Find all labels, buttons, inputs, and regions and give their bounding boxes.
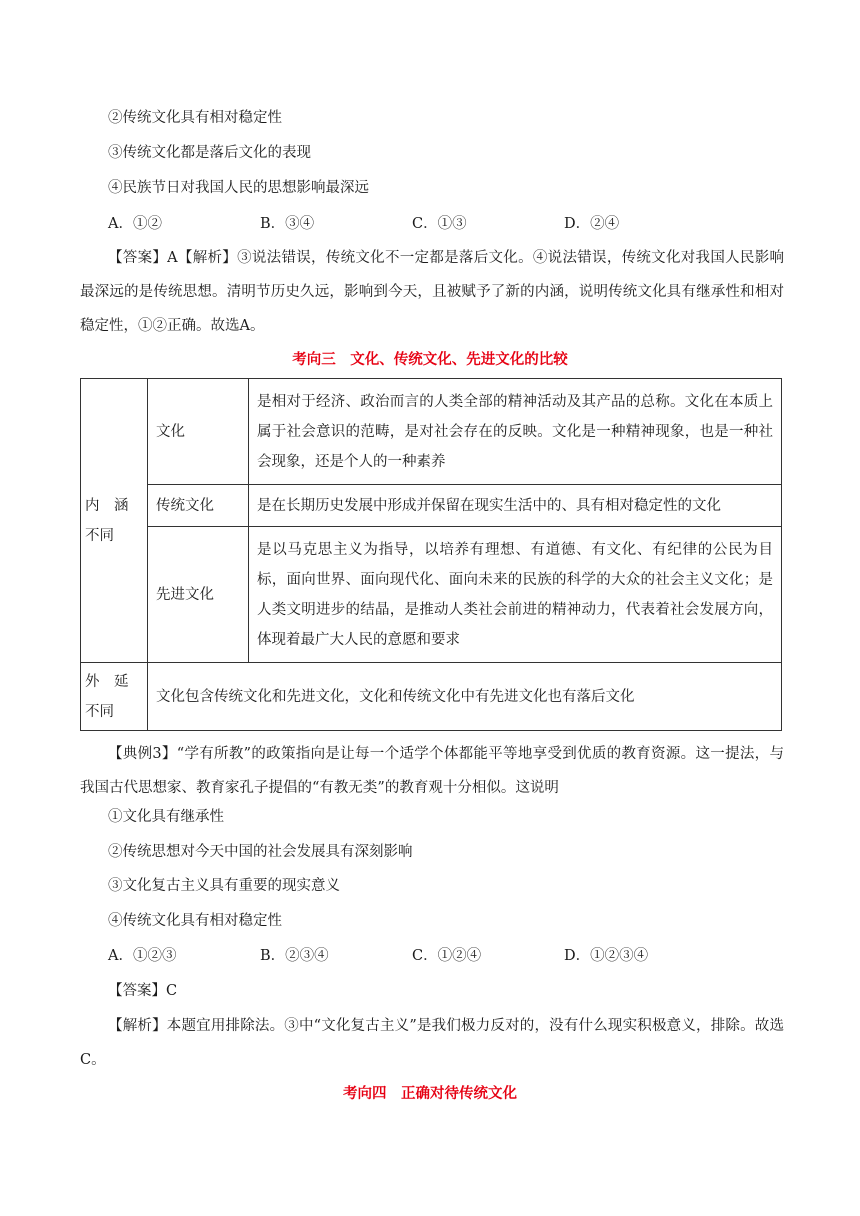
table-row [81,485,782,527]
example-3-analysis: 【解析】本题宜用排除法。③中“文化复古主义”是我们极力反对的，没有什么现实积极意义，排除。故选C。 [80,1018,784,1068]
option-item-4: ④民族节日对我国人民的思想影响最深远 [108,180,369,196]
description-cell: 文化包含传统文化和先进文化，文化和传统文化中有先进文化也有落后文化 [148,663,782,731]
term-cell: 传统文化 [148,485,249,527]
description-cell: 是相对于经济、政治而言的人类全部的精神活动及其产品的总称。文化在本质上属于社会意识的范畴，是对社会存在的反映。文化是一种精神现象，也是一种社会现象，还是个人的一种素养 [249,379,782,485]
description-cell: 是以马克思主义为指导，以培养有理想、有道德、有文化、有纪律的公民为目标，面向世界、面向现代化、面向未来的民族的科学的大众的社会主义文化；是人类文明进步的结晶，是推动人类社会前进的精神动力，代表着社会发展方向，体现着最广大人民的意愿和要求 [249,527,782,663]
description-cell: 是在长期历史发展中形成并保留在现实生活中的、具有相对稳定性的文化 [249,485,782,527]
term-cell: 文化 [148,379,249,485]
choice-d: D．②④ [564,216,620,232]
example-3-answer: 【答案】C [108,983,178,999]
option-item-1: ①文化具有继承性 [108,809,224,825]
term-cell: 先进文化 [148,527,249,663]
section-heading-4: 考向四 正确对待传统文化 [343,1085,517,1102]
example-3-stem: 【典例3】“学有所教”的政策指向是让每一个适学个体都能平等地享受到优质的教育资源。这一提法，与我国古代思想家、教育家孔子提倡的“有教无类”的教育观十分相似。这说明 [80,746,784,796]
choice-b: B．②③④ [260,948,329,964]
choice-d: D．①②③④ [564,948,649,964]
table-row [81,527,782,663]
row-group-label-extension [81,663,148,731]
choice-a: A．①② [108,216,162,232]
choice-c: C．①②④ [412,948,482,964]
comparison-table [80,378,782,731]
option-item-2: ②传统文化具有相对稳定性 [108,110,282,126]
option-item-2: ②传统思想对今天中国的社会发展具有深刻影响 [108,844,413,860]
answer-analysis: 【答案】A【解析】③说法错误，传统文化不一定都是落后文化。④说法错误，传统文化对我国人民影响最深远的是传统思想。清明节历史久远，影响到今天，且被赋予了新的内涵，说明传统文化具有继承性和相对稳定性，①②正确。故选A。 [80,250,784,334]
choice-a: A．①②③ [108,948,177,964]
option-item-3: ③文化复古主义具有重要的现实意义 [108,878,340,894]
section-heading-3: 考向三 文化、传统文化、先进文化的比较 [292,351,568,368]
table-row [81,379,782,485]
option-item-4: ④传统文化具有相对稳定性 [108,913,282,929]
group-label-text: 内 涵 不同 [85,497,129,544]
option-item-3: ③传统文化都是落后文化的表现 [108,145,311,161]
choice-c: C．①③ [412,216,467,232]
table-row [81,663,782,731]
choice-b: B．③④ [260,216,315,232]
group-label-text: 外 延 不同 [85,673,129,720]
row-group-label-connotation [81,379,148,663]
